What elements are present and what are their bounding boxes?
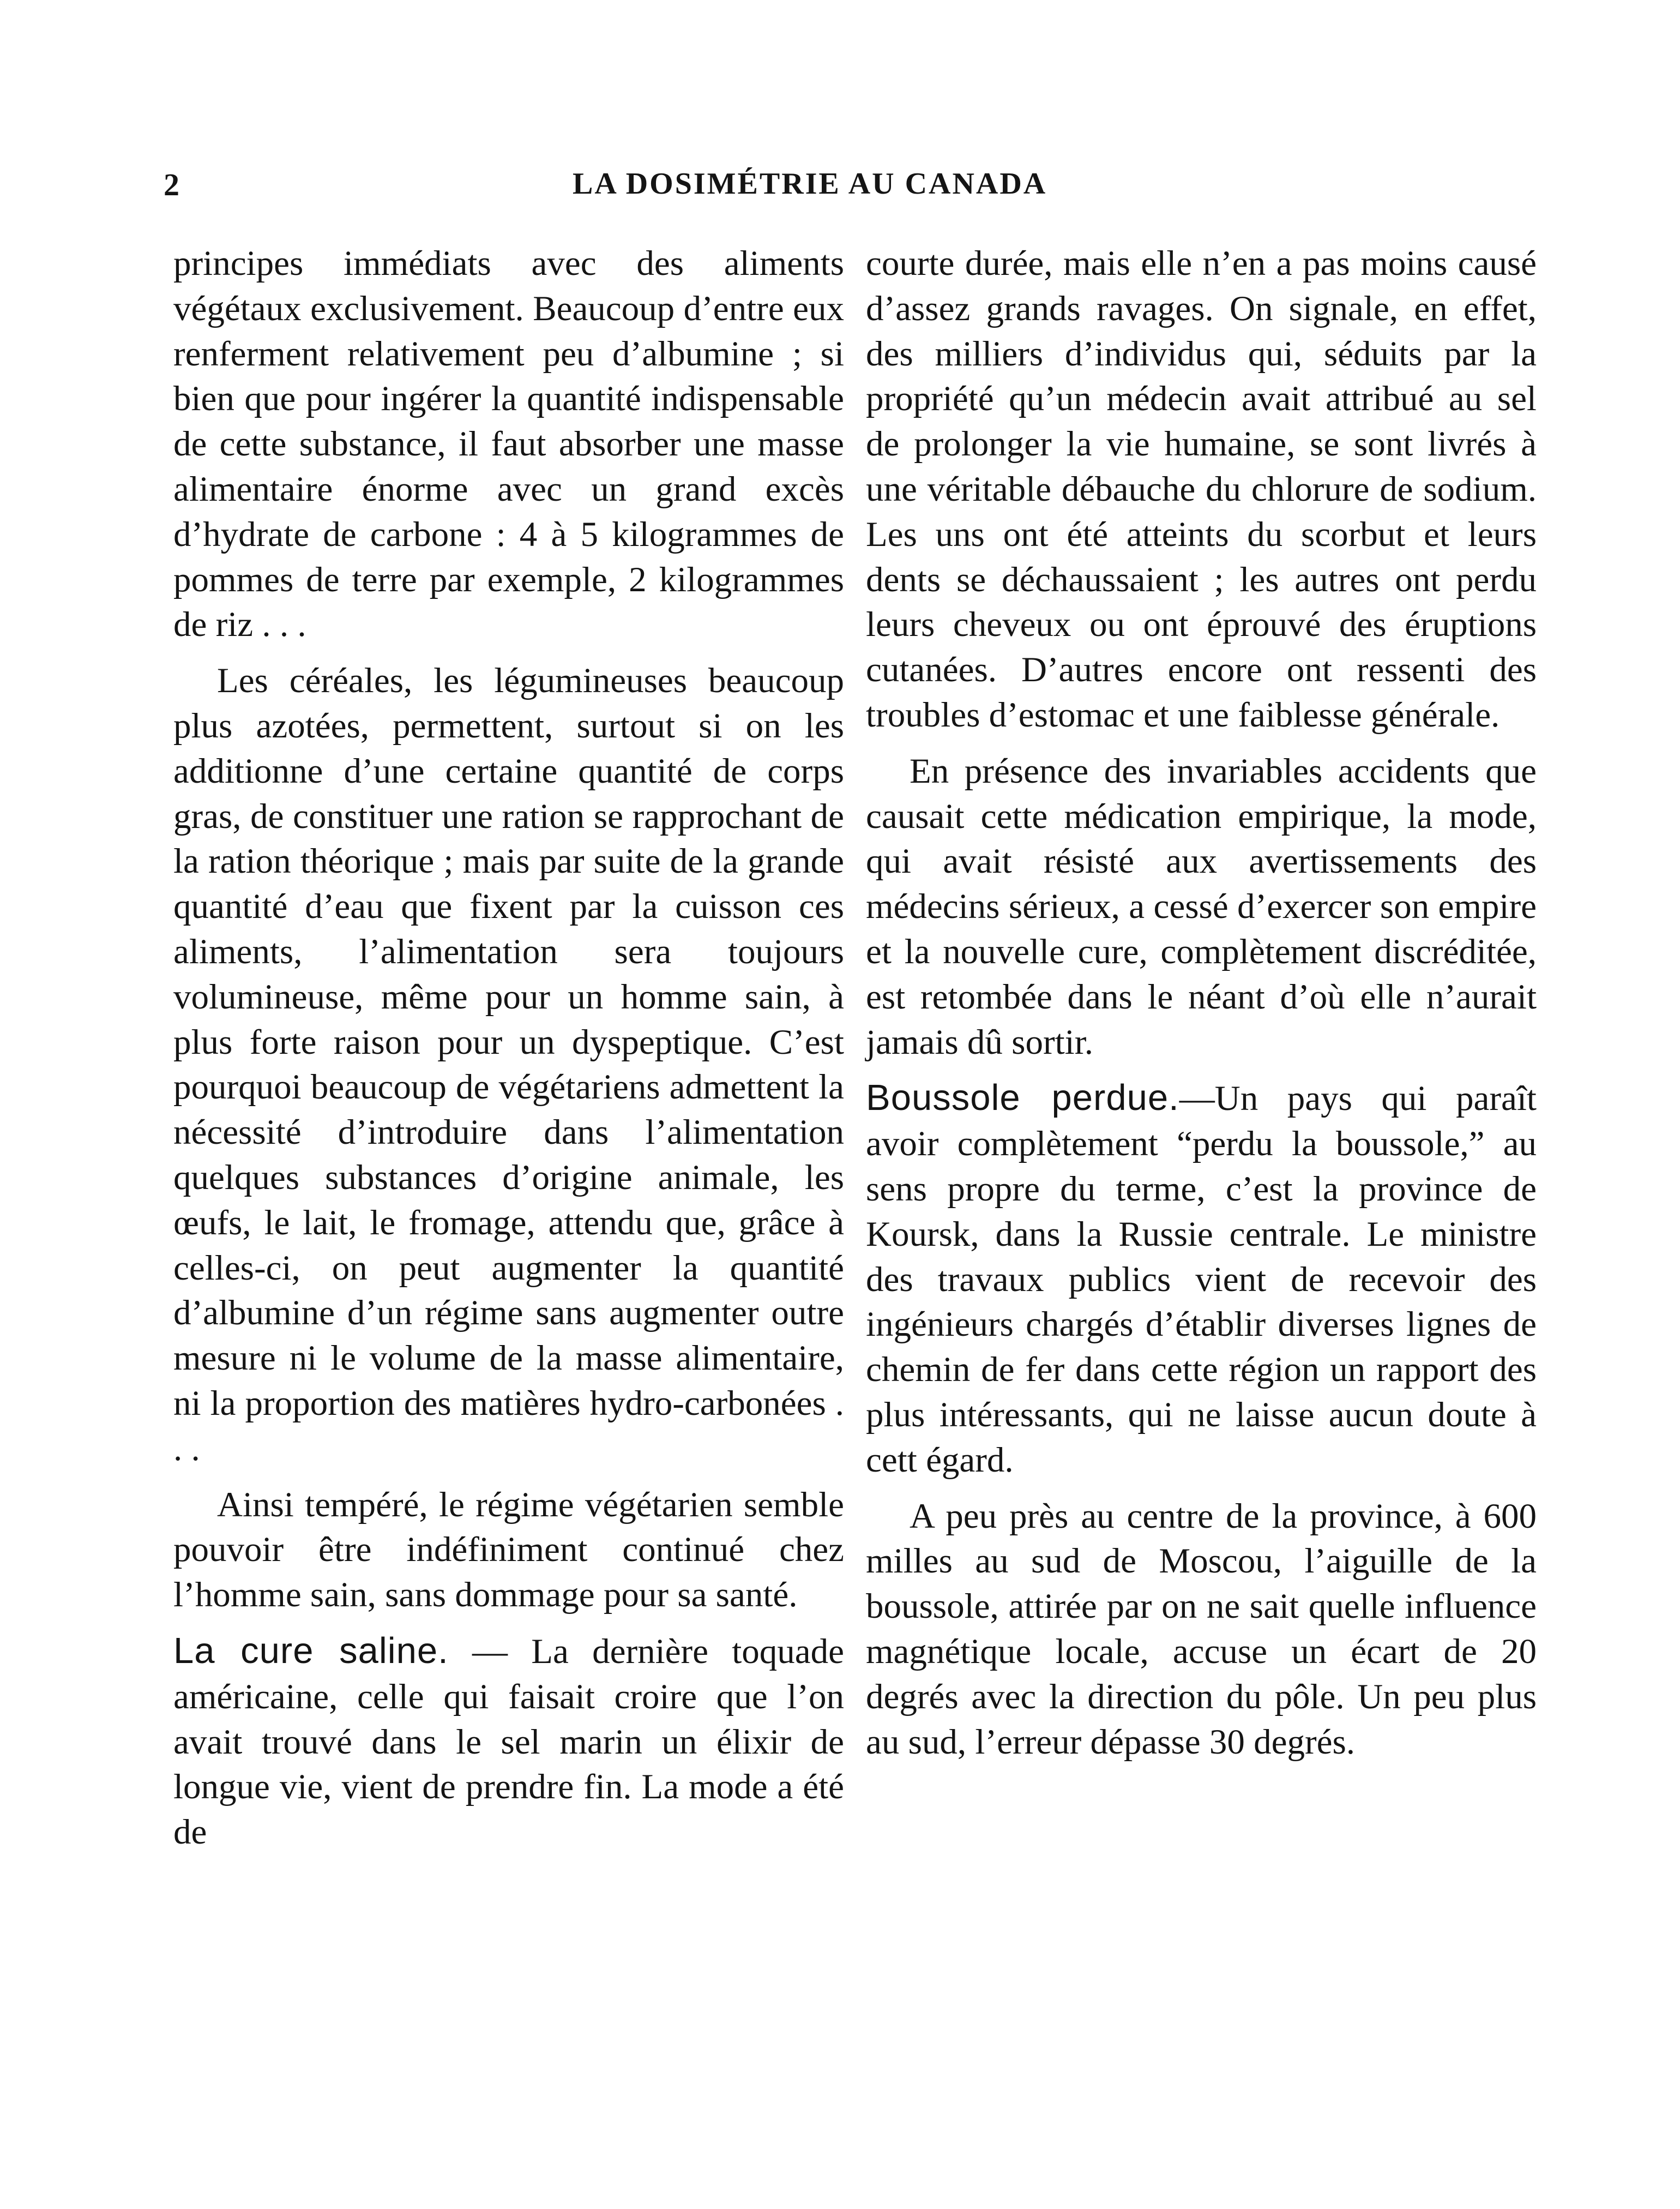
paragraph-tempered-regime: Ainsi tempéré, le régime végétarien semble pouvoir être indéfiniment continué chez l’homme sain, sans dommage pour sa santé. xyxy=(173,1485,844,1615)
paragraph-compass-deviation: A peu près au centre de la province, à 600 milles au sud de Moscou, l’aiguille de la boussole, attirée par on ne sait quelle influence magnétique locale, accuse un écart de 20 degrés avec la direction du pôle. Un peu plus au sud, l’erreur dépasse 30 degrés. xyxy=(866,1496,1537,1762)
heading-lost-compass: Boussole perdue. xyxy=(866,1077,1179,1119)
paragraph-cereals: Les céréales, les légumineuses beaucoup plus azotées, permettent, surtout si on les additionne d’une certaine quantité de corps gras, de constituer une ration se rapprochant de la ration théorique ; mais par suite de la grande quantité d’eau que fixent par la cuisson ces aliments, l’alimentation sera toujours volumineuse, même pour un homme sain, à plus forte raison pour un dyspeptique. C’est pourquoi beaucoup de végétariens admettent la nécessité d’introduire dans l’alimentation quelques substances d’origine animale, les œufs, le lait, le fromage, attendu que, grâce à celles-ci, on peut augmenter la quantité d’albumine d’un régime sans augmenter outre mesure ni le volume de la masse alimentaire, ni la proportion des matières hydro-carbonées . . . xyxy=(173,661,844,1468)
saline-cure-text: — La dernière toquade américaine, celle qui faisait croire que l’on avait trouvé dans le sel marin un élixir de longue vie, vient de prendre fin. La mode a été de xyxy=(173,1631,845,1852)
paragraph-saline-cure-continued: courte durée, mais elle n’en a pas moins causé d’assez grands ravages. On signale, en effet, des milliers d’individus qui, séduits par la propriété qu’un médecin avait attribué au sel de prolonger la vie humaine, se sont livrés à une véritable débauche du chlorure de sodium. Les uns ont été atteints du scorbut et leurs dents se déchaussaient ; les autres ont perdu leurs cheveux ou ont éprouvé des éruptions cutanées. D’autres encore ont ressenti des troubles d’estomac et une faiblesse générale. xyxy=(866,244,1537,735)
right-column xyxy=(866,241,1537,1764)
lost-compass-text: —Un pays qui paraît avoir complètement “perdu la boussole,” au sens propre du terme, c’est la province de Koursk, dans la Russie centrale. Le ministre des travaux publics vient de recevoir des ingénieurs chargés d’établir diverses lignes de chemin de fer dans cette région un rapport des plus intéressants, qui ne laisse aucun doute à cett égard. xyxy=(866,1079,1537,1480)
running-title: LA DOSIMÉTRIE AU CANADA xyxy=(573,167,1047,201)
paragraph-invariable-accidents: En présence des invariables accidents que causait cette médication empirique, la mode, qui avait résisté aux avertissements des médecins sérieux, a cessé d’exercer son empire et la nouvelle cure, complètement discréditée, est retombée dans le néant d’où elle n’aurait jamais dû sortir. xyxy=(866,751,1537,1062)
page-header xyxy=(164,166,1110,210)
heading-saline-cure: La cure saline. xyxy=(173,1630,449,1671)
paragraph-saline-cure xyxy=(173,1629,844,1855)
paragraph-vegetable-diet: principes immédiats avec des aliments végétaux exclusivement. Beaucoup d’entre eux renferment relativement peu d’albumine ; si bien que pour ingérer la quantité indispensable de cette substance, il faut absorber une masse alimentaire énorme avec un grand excès d’hydrate de carbone : 4 à 5 kilogrammes de pommes de terre par exemple, 2 kilogrammes de riz . . . xyxy=(173,244,844,645)
left-column xyxy=(173,241,844,1855)
page-number: 2 xyxy=(164,167,179,202)
paragraph-lost-compass xyxy=(866,1076,1537,1482)
